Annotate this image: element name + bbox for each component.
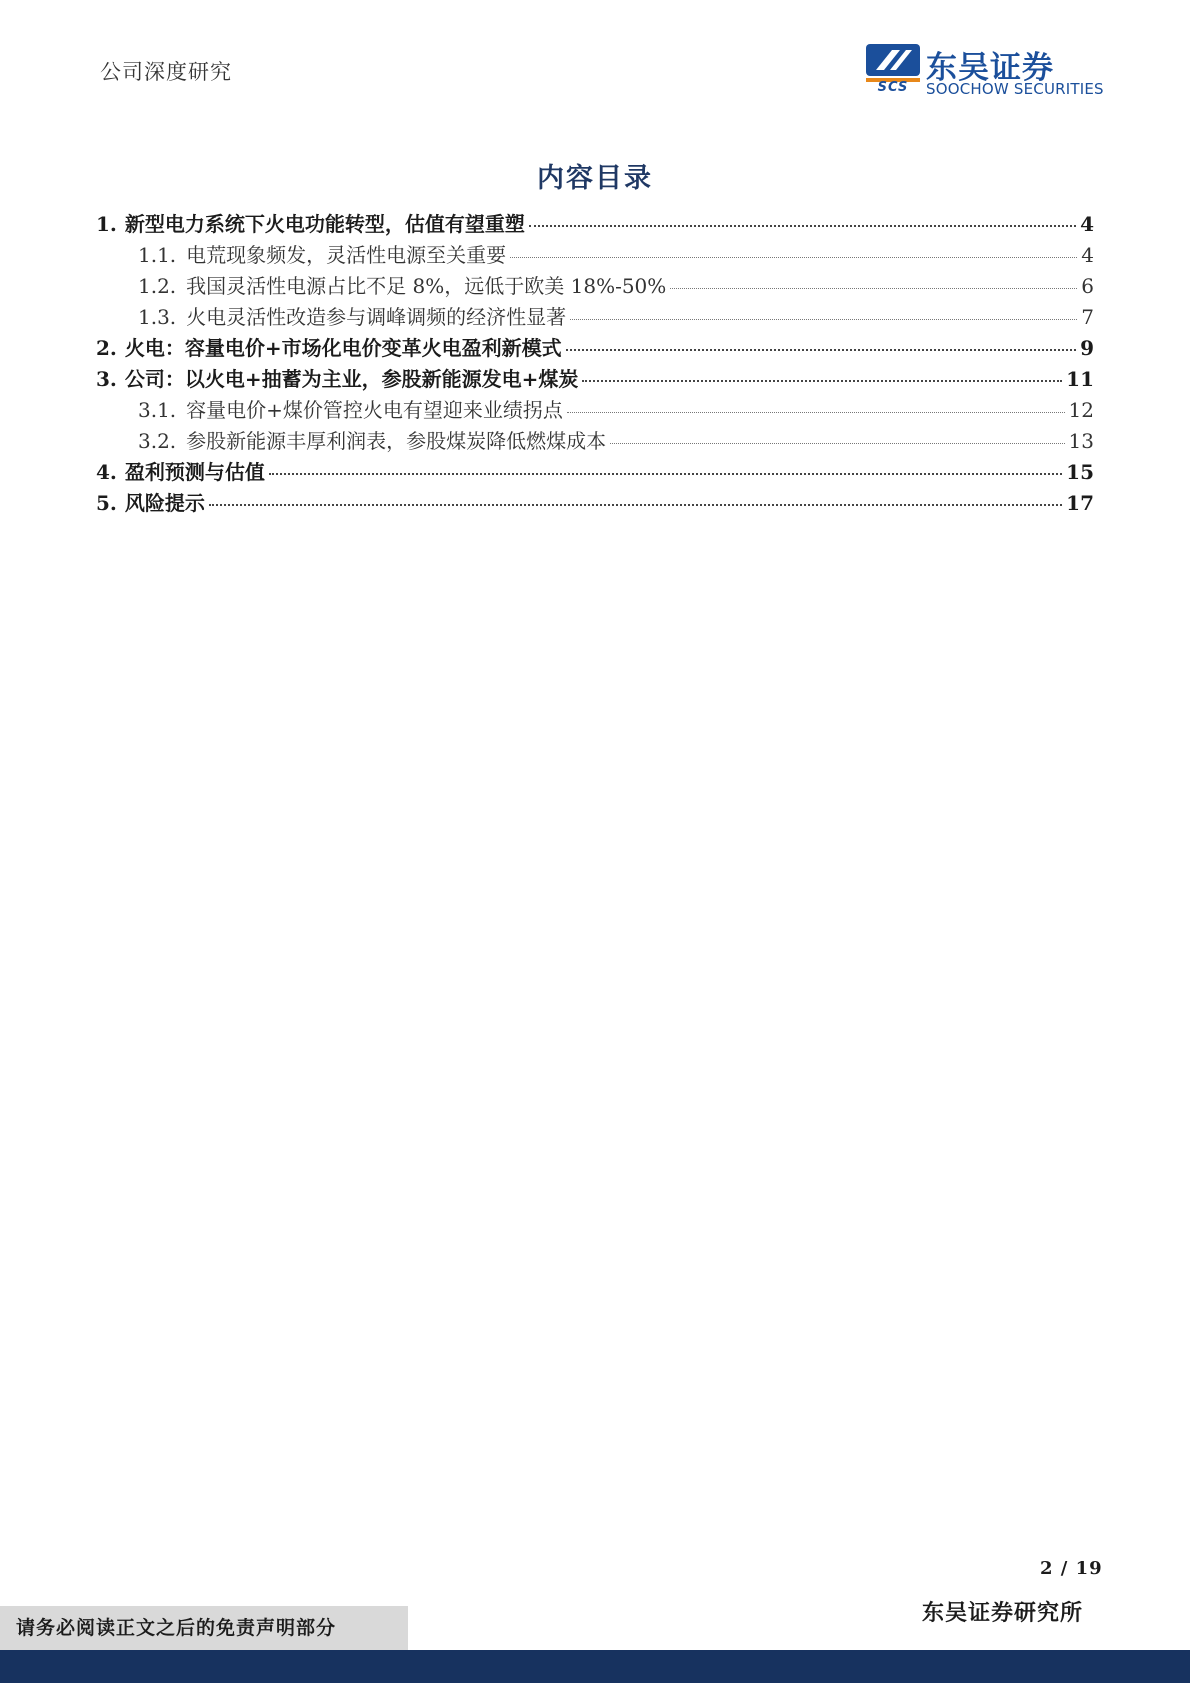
toc-entry-text: 公司：以火电+抽蓄为主业，参股新能源发电+煤炭 (124, 367, 579, 391)
toc-title: 内容目录 (537, 163, 653, 194)
logo-name-cn: 东吴证券 (926, 50, 1054, 86)
toc-entry-text: 我国灵活性电源占比不足 8%，远低于欧美 18%-50% (186, 274, 667, 298)
toc-entry[interactable] (96, 394, 1094, 425)
toc-entry-number: 3. (96, 367, 117, 391)
toc-leader-dots (567, 412, 1065, 413)
toc-entry-text: 电荒现象频发，灵活性电源至关重要 (186, 243, 507, 267)
toc-entry[interactable] (96, 425, 1094, 456)
toc-entry-page: 17 (1066, 491, 1094, 515)
footer-disclaimer: 请务必阅读正文之后的免责声明部分 (0, 1606, 408, 1650)
toc-entry-text: 新型电力系统下火电功能转型，估值有望重塑 (124, 212, 525, 236)
toc-leader-dots (670, 288, 1077, 289)
page-indicator: 2 / 19 (1040, 1558, 1103, 1579)
toc-entry-number: 1. (96, 212, 117, 236)
toc-entry-page: 13 (1068, 429, 1094, 453)
toc-entry-text: 参股新能源丰厚利润表，参股煤炭降低燃煤成本 (186, 429, 607, 453)
toc-entry-number: 2. (96, 336, 117, 360)
company-logo (866, 44, 1102, 100)
header-doc-type: 公司深度研究 (100, 60, 232, 84)
table-of-contents (96, 208, 1094, 518)
toc-entry[interactable] (96, 332, 1094, 363)
toc-leader-dots (610, 443, 1064, 444)
toc-entry-page: 15 (1066, 460, 1094, 484)
toc-entry-number: 5. (96, 491, 117, 515)
toc-entry[interactable] (96, 301, 1094, 332)
toc-entry-number: 3.2. (138, 429, 177, 453)
logo-name-en: SOOCHOW SECURITIES (926, 80, 1104, 98)
toc-entry-text: 风险提示 (124, 491, 205, 515)
toc-entry-number: 4. (96, 460, 117, 484)
toc-entry-page: 11 (1066, 367, 1094, 391)
toc-entry-page: 4 (1080, 212, 1094, 236)
toc-entry-number: 1.3. (138, 305, 177, 329)
toc-entry-text: 容量电价+煤价管控火电有望迎来业绩拐点 (186, 398, 563, 422)
toc-entry[interactable] (96, 239, 1094, 270)
toc-entry-number: 1.1. (138, 243, 177, 267)
toc-entry[interactable] (96, 363, 1094, 394)
toc-entry-text: 火电：容量电价+市场化电价变革火电盈利新模式 (124, 336, 562, 360)
toc-entry[interactable] (96, 270, 1094, 301)
logo-abbr: SCS (877, 80, 909, 95)
footer-bar (0, 1650, 1190, 1683)
toc-leader-dots (582, 380, 1062, 382)
toc-entry-text: 火电灵活性改造参与调峰调频的经济性显著 (186, 305, 567, 329)
toc-entry[interactable] (96, 208, 1094, 239)
toc-entry-number: 3.1. (138, 398, 177, 422)
toc-leader-dots (510, 257, 1077, 258)
toc-entry[interactable] (96, 487, 1094, 518)
footer-brand: 东吴证券研究所 (922, 1600, 1084, 1626)
toc-leader-dots (570, 319, 1077, 320)
soochow-logo-icon (866, 44, 920, 82)
toc-leader-dots (209, 504, 1062, 506)
toc-entry-page: 7 (1081, 305, 1094, 329)
toc-entry-page: 9 (1080, 336, 1094, 360)
toc-entry[interactable] (96, 456, 1094, 487)
toc-entry-number: 1.2. (138, 274, 177, 298)
toc-entry-page: 4 (1081, 243, 1094, 267)
toc-leader-dots (566, 349, 1076, 351)
toc-leader-dots (529, 225, 1076, 227)
toc-entry-page: 6 (1081, 274, 1094, 298)
toc-entry-text: 盈利预测与估值 (124, 460, 265, 484)
toc-leader-dots (269, 473, 1062, 475)
toc-entry-page: 12 (1068, 398, 1094, 422)
